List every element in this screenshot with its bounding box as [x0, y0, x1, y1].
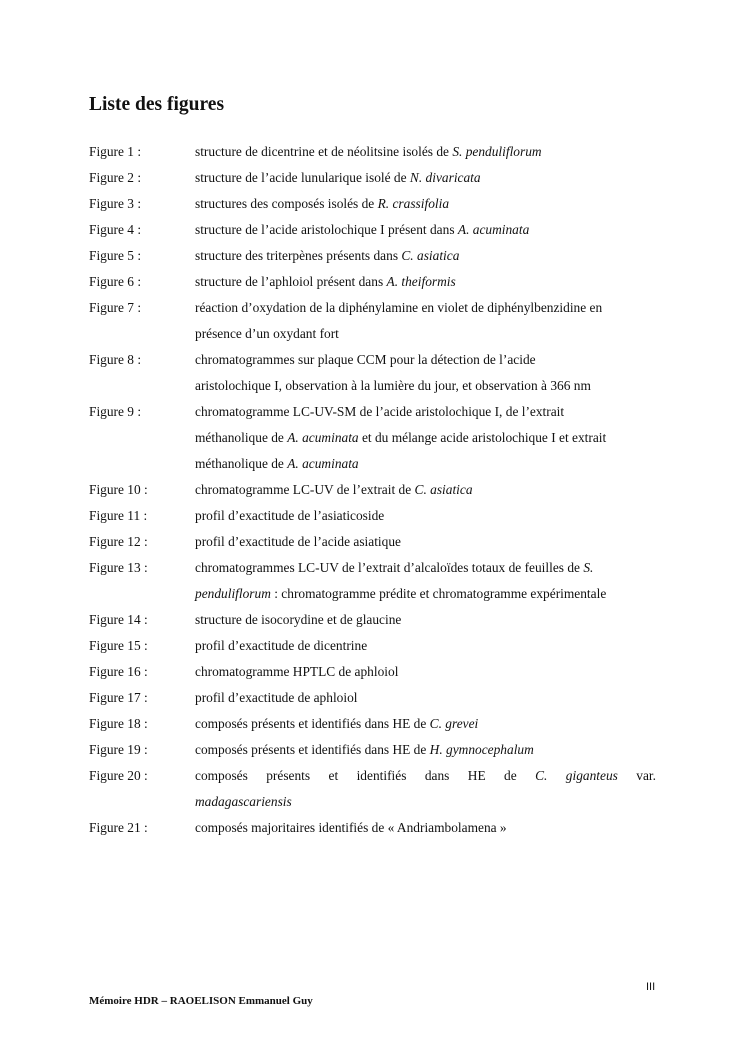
figure-label: Figure 18 : — [89, 716, 148, 731]
page-number: III — [646, 981, 656, 993]
figure-label: Figure 2 : — [89, 170, 142, 185]
figure-entry — [89, 165, 656, 191]
figure-label: Figure 21 : — [89, 820, 148, 835]
caption-text: méthanolique de — [195, 456, 288, 471]
figure-caption — [195, 685, 656, 711]
figure-entry — [89, 191, 656, 217]
figure-caption — [195, 269, 656, 295]
figure-label: Figure 13 : — [89, 560, 148, 575]
caption-line — [195, 503, 656, 529]
figure-label: Figure 20 : — [89, 768, 148, 783]
caption-text: chromatogramme LC-UV de l’extrait de — [195, 482, 415, 497]
figure-label: Figure 1 : — [89, 144, 142, 159]
caption-line — [195, 815, 656, 841]
figure-entry — [89, 295, 656, 347]
figure-caption — [195, 815, 656, 841]
figure-entry — [89, 217, 656, 243]
caption-text: structure des triterpènes présents dans — [195, 248, 402, 263]
caption-text: structure de isocorydine et de glaucine — [195, 612, 402, 627]
caption-text: profil d’exactitude de l’asiaticoside — [195, 508, 385, 523]
figure-caption — [195, 607, 656, 633]
figure-entry — [89, 685, 656, 711]
figure-label: Figure 11 : — [89, 508, 148, 523]
caption-text: structure de l’acide aristolochique I présent dans — [195, 222, 458, 237]
figure-entry — [89, 399, 656, 477]
figure-caption — [195, 139, 656, 165]
caption-line — [195, 685, 656, 711]
caption-line — [195, 347, 656, 373]
figure-label: Figure 19 : — [89, 742, 148, 757]
figure-list — [89, 139, 656, 841]
caption-line — [195, 763, 656, 789]
figure-label: Figure 9 : — [89, 404, 142, 419]
species-name: R. crassifolia — [377, 196, 450, 211]
caption-line — [195, 295, 656, 321]
caption-line — [195, 269, 656, 295]
caption-line — [195, 373, 656, 399]
caption-text: profil d’exactitude de l’acide asiatique — [195, 534, 401, 549]
caption-line — [195, 217, 656, 243]
figure-entry — [89, 737, 656, 763]
caption-text: structure de l’aphloiol présent dans — [195, 274, 387, 289]
figure-caption — [195, 711, 656, 737]
species-name: S. — [583, 560, 594, 575]
figure-entry — [89, 555, 656, 607]
species-name: madagascariensis — [195, 794, 292, 809]
figure-label: Figure 7 : — [89, 300, 142, 315]
figure-label: Figure 4 : — [89, 222, 142, 237]
caption-text: présence d’un oxydant fort — [195, 326, 339, 341]
caption-line — [195, 451, 656, 477]
figure-label: Figure 15 : — [89, 638, 148, 653]
caption-text: chromatogramme HPTLC de aphloiol — [195, 664, 399, 679]
caption-text: var. — [617, 768, 656, 783]
figure-label: Figure 8 : — [89, 352, 142, 367]
caption-line — [195, 555, 656, 581]
caption-line — [195, 659, 656, 685]
caption-text: composés présents et identifiés dans HE de — [195, 742, 430, 757]
figure-entry — [89, 763, 656, 815]
caption-text: aristolochique I, observation à la lumière du jour, et observation à 366 nm — [195, 378, 591, 393]
figure-entry — [89, 633, 656, 659]
figure-caption — [195, 503, 656, 529]
figure-label: Figure 6 : — [89, 274, 142, 289]
figure-entry — [89, 815, 656, 841]
caption-text: structure de dicentrine et de néolitsine isolés de — [195, 144, 453, 159]
caption-line — [195, 607, 656, 633]
figure-caption — [195, 763, 656, 815]
figure-caption — [195, 399, 656, 477]
caption-line — [195, 529, 656, 555]
caption-text: composés présents et identifiés dans HE de — [195, 716, 430, 731]
caption-line — [195, 321, 656, 347]
figure-caption — [195, 217, 656, 243]
species-name: C. giganteus — [535, 768, 618, 783]
figure-caption — [195, 191, 656, 217]
caption-line — [195, 399, 656, 425]
caption-line — [195, 633, 656, 659]
caption-text: et du mélange acide aristolochique I et extrait — [358, 430, 607, 445]
caption-text: méthanolique de — [195, 430, 288, 445]
figure-caption — [195, 633, 656, 659]
figure-label: Figure 3 : — [89, 196, 142, 211]
caption-text: profil d’exactitude de aphloiol — [195, 690, 358, 705]
figure-label: Figure 12 : — [89, 534, 148, 549]
caption-line — [195, 139, 656, 165]
figure-label: Figure 10 : — [89, 482, 148, 497]
figure-label: Figure 16 : — [89, 664, 148, 679]
caption-line — [195, 789, 656, 815]
caption-text: composés présents et identifiés dans HE de — [195, 768, 536, 783]
species-name: C. asiatica — [401, 248, 460, 263]
species-name: A. acuminata — [287, 456, 359, 471]
caption-text: chromatogramme LC-UV-SM de l’acide aristolochique I, de l’extrait — [195, 404, 565, 419]
figure-entry — [89, 659, 656, 685]
figure-entry — [89, 243, 656, 269]
caption-text: réaction d’oxydation de la diphénylamine en violet de diphénylbenzidine en — [195, 300, 603, 315]
caption-text: : chromatogramme prédite et chromatogramme expérimentale — [270, 586, 607, 601]
figure-entry — [89, 347, 656, 399]
figure-caption — [195, 529, 656, 555]
figure-entry — [89, 607, 656, 633]
species-name: A. theiformis — [386, 274, 456, 289]
species-name: N. divaricata — [409, 170, 481, 185]
figure-entry — [89, 139, 656, 165]
figure-caption — [195, 347, 656, 399]
caption-line — [195, 165, 656, 191]
figure-caption — [195, 555, 656, 607]
figure-entry — [89, 269, 656, 295]
species-name: S. penduliflorum — [452, 144, 542, 159]
caption-text: composés majoritaires identifiés de « Andriambolamena » — [195, 820, 507, 835]
figure-caption — [195, 295, 656, 347]
figure-entry — [89, 711, 656, 737]
caption-line — [195, 191, 656, 217]
caption-line — [195, 243, 656, 269]
species-name: penduliflorum — [195, 586, 271, 601]
figure-label: Figure 14 : — [89, 612, 148, 627]
caption-text: profil d’exactitude de dicentrine — [195, 638, 368, 653]
figure-caption — [195, 659, 656, 685]
caption-line — [195, 737, 656, 763]
figure-label: Figure 17 : — [89, 690, 148, 705]
caption-line — [195, 477, 656, 503]
figure-entry — [89, 477, 656, 503]
species-name: A. acuminata — [457, 222, 530, 237]
page-title: Liste des figures — [89, 94, 225, 115]
species-name: C. asiatica — [414, 482, 473, 497]
caption-text: chromatogrammes sur plaque CCM pour la détection de l’acide — [195, 352, 536, 367]
caption-text: chromatogrammes LC-UV de l’extrait d’alcaloïdes totaux de feuilles de — [195, 560, 584, 575]
figure-caption — [195, 737, 656, 763]
species-name: A. acuminata — [287, 430, 359, 445]
caption-line — [195, 425, 656, 451]
figure-caption — [195, 165, 656, 191]
figure-label: Figure 5 : — [89, 248, 142, 263]
figure-entry — [89, 529, 656, 555]
figure-caption — [195, 477, 656, 503]
species-name: H. gymnocephalum — [429, 742, 534, 757]
figure-entry — [89, 503, 656, 529]
species-name: C. grevei — [429, 716, 479, 731]
figure-caption — [195, 243, 656, 269]
caption-text: structures des composés isolés de — [195, 196, 378, 211]
footer-author: Mémoire HDR – RAOELISON Emmanuel Guy — [89, 995, 313, 1007]
caption-line — [195, 711, 656, 737]
caption-text: structure de l’acide lunularique isolé de — [195, 170, 410, 185]
caption-line — [195, 581, 656, 607]
